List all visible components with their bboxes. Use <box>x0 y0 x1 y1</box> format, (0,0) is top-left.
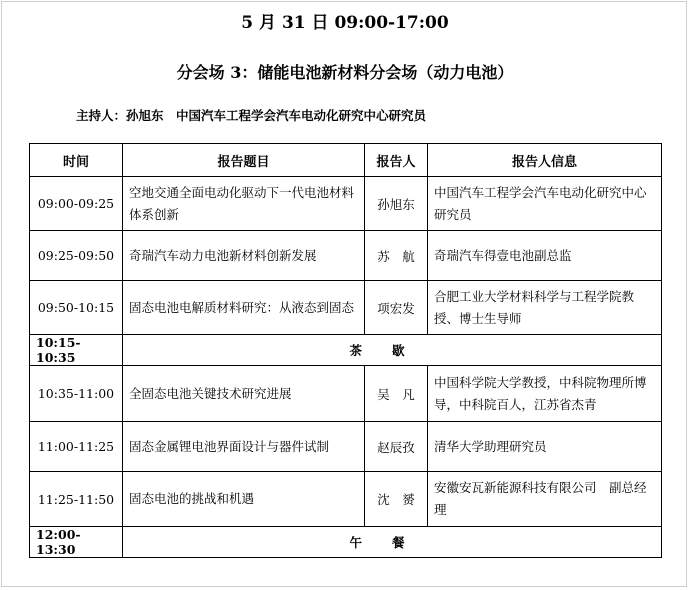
speaker-cell: 项宏发 <box>365 281 428 335</box>
time-cell: 09:50-10:15 <box>30 281 123 335</box>
break-row <box>30 527 662 558</box>
header-info: 报告人信息 <box>428 144 662 177</box>
speaker-cell: 沈 赟 <box>365 472 428 527</box>
topic-text: 固态电池的挑战和机遇 <box>129 491 255 506</box>
speaker-cell: 孙旭东 <box>365 177 428 231</box>
topic-text: 空地交通全面电动化驱动下一代电池材料体系创新 <box>129 184 355 222</box>
topic-text: 固态金属锂电池界面设计与器件试制 <box>129 438 330 454</box>
table-row <box>30 472 662 527</box>
table-row <box>30 366 662 422</box>
schedule-table <box>29 143 662 558</box>
table-row <box>30 422 662 472</box>
time-cell: 09:25-09:50 <box>30 231 123 281</box>
topic-cell <box>123 422 365 472</box>
header-speaker: 报告人 <box>365 144 428 177</box>
break-label-cell: 茶歇 <box>123 335 662 366</box>
topic-text: 固态电池电解质材料研究：从液态到固态 <box>129 299 355 315</box>
break-label-cell: 午餐 <box>123 527 662 558</box>
topic-text: 全固态电池关键技术研究进展 <box>129 385 292 401</box>
topic-cell <box>123 177 365 231</box>
info-text: 中国科学院大学教授，中科院物理所博导，中科院百人，江苏省杰青 <box>434 374 647 412</box>
topic-cell <box>123 472 365 527</box>
time-cell: 10:35-11:00 <box>30 366 123 422</box>
table-header-row <box>30 144 662 177</box>
topic-cell <box>123 231 365 281</box>
info-text: 中国汽车工程学会汽车电动化研究中心研究员 <box>434 184 647 222</box>
speaker-cell: 吴 凡 <box>365 366 428 422</box>
break-time-cell: 10:15-10:35 <box>30 335 123 366</box>
info-cell <box>428 422 662 472</box>
speaker-cell: 赵辰孜 <box>365 422 428 472</box>
info-cell <box>428 281 662 335</box>
info-cell <box>428 366 662 422</box>
topic-cell <box>123 281 365 335</box>
table-row <box>30 281 662 335</box>
header-time: 时间 <box>30 144 123 177</box>
time-cell: 09:00-09:25 <box>30 177 123 231</box>
info-text: 合肥工业大学材料科学与工程学院教授、博士生导师 <box>434 288 635 326</box>
topic-cell <box>123 366 365 422</box>
speaker-cell: 苏 航 <box>365 231 428 281</box>
break-row <box>30 335 662 366</box>
topic-text: 奇瑞汽车动力电池新材料创新发展 <box>129 247 317 263</box>
table-row <box>30 177 662 231</box>
host-line: 主持人：孙旭东 中国汽车工程学会汽车电动化研究中心研究员 <box>76 108 427 123</box>
date-line: 5 月 31 日 09:00-17:00 <box>241 13 449 33</box>
session-title: 分会场 3：储能电池新材料分会场（动力电池） <box>176 63 514 82</box>
info-cell <box>428 231 662 281</box>
time-cell: 11:00-11:25 <box>30 422 123 472</box>
info-cell <box>428 472 662 527</box>
time-cell: 11:25-11:50 <box>30 472 123 527</box>
header-topic: 报告题目 <box>123 144 365 177</box>
info-text: 安徽安瓦新能源科技有限公司 副总经理 <box>434 480 647 517</box>
info-text: 清华大学助理研究员 <box>434 438 547 454</box>
info-text: 奇瑞汽车得壹电池副总监 <box>434 247 572 263</box>
info-cell <box>428 177 662 231</box>
break-time-cell: 12:00-13:30 <box>30 527 123 558</box>
table-row <box>30 231 662 281</box>
